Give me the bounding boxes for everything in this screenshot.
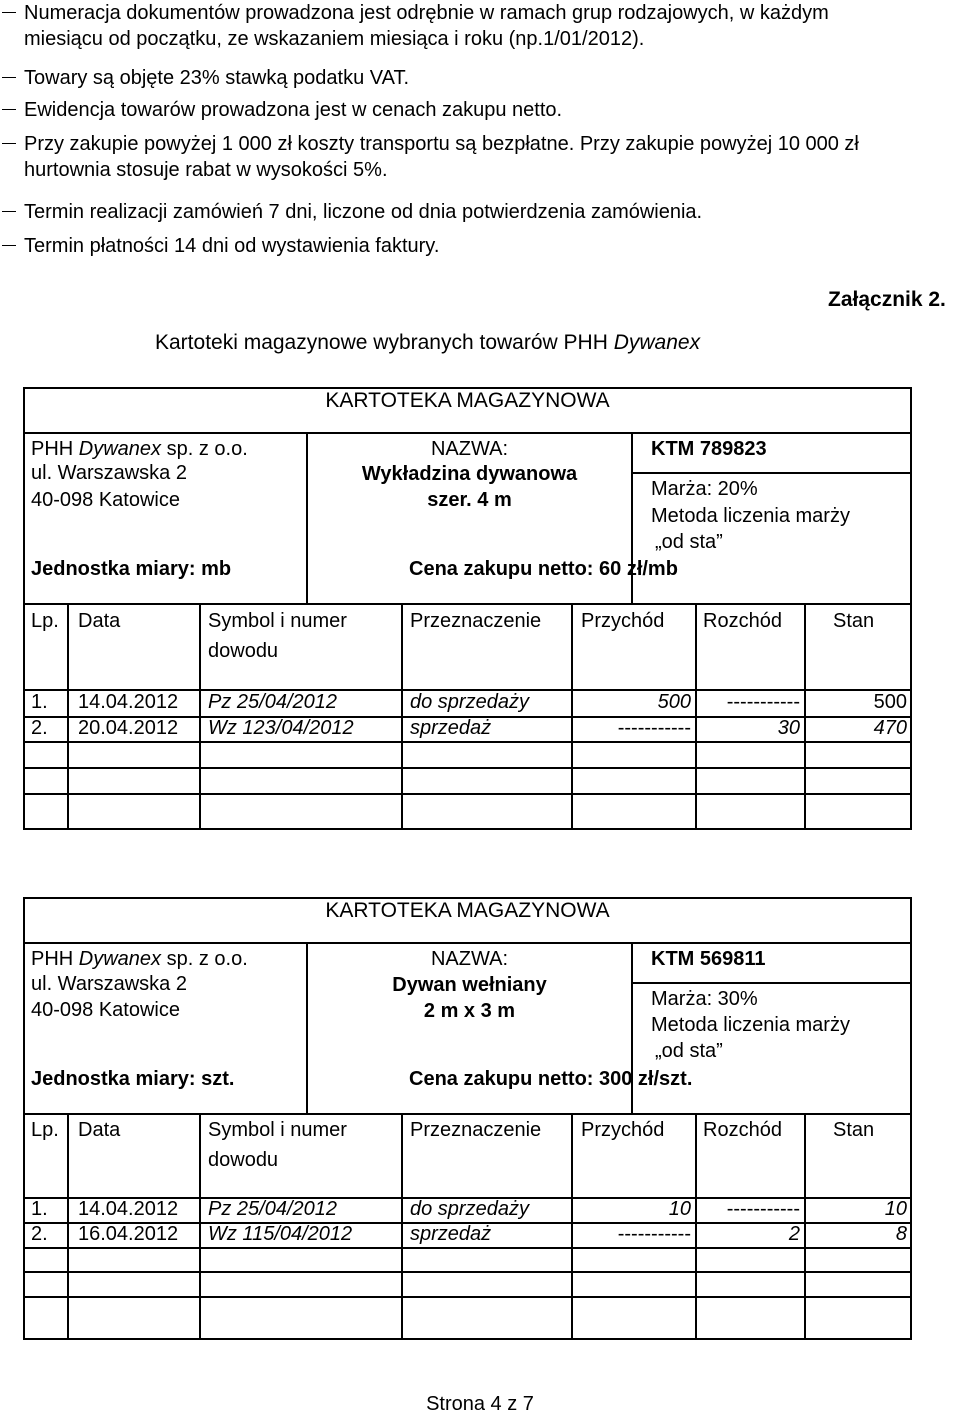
- list-item: [2, 233, 439, 259]
- header-income: Przychód: [581, 610, 665, 632]
- list-item-line: Przy zakupie powyżej 1 000 zł koszty transportu są bezpłatne. Przy zakupie powyżej 10 000 zł: [24, 133, 859, 155]
- header-date: Data: [78, 610, 121, 632]
- product-name: Dywan wełniany: [392, 974, 547, 996]
- list-item: [2, 131, 859, 183]
- cell-stock: 10: [884, 1198, 907, 1220]
- ktm-code: KTM 789823: [651, 438, 767, 460]
- cell-date: 14.04.2012: [78, 1198, 179, 1220]
- cell-symbol: Pz 25/04/2012: [208, 1198, 337, 1220]
- header-symbol-2: dowodu: [208, 1149, 279, 1171]
- list-item-line: Ewidencja towarów prowadzona jest w cenach zakupu netto.: [24, 99, 563, 121]
- card-title: KARTOTEKA MAGAZYNOWA: [325, 899, 610, 922]
- dash-icon: [2, 12, 16, 13]
- section-title-name: Dywanex: [613, 331, 701, 354]
- header-date: Data: [78, 1119, 121, 1141]
- header-lp: Lp.: [31, 610, 59, 632]
- section-title: [155, 330, 700, 356]
- purchase-price: Cena zakupu netto: 300 zł/szt.: [409, 1068, 693, 1090]
- header-symbol: Symbol i numer: [208, 610, 347, 632]
- company-prefix: PHH: [31, 948, 79, 970]
- company-name: [31, 437, 248, 461]
- product-size: szer. 4 m: [427, 489, 512, 511]
- unit-of-measure: Jednostka miary: szt.: [31, 1068, 235, 1090]
- company-brand: Dywanex: [78, 438, 162, 460]
- margin-method-type: „od sta”: [655, 531, 723, 553]
- dash-icon: [2, 109, 16, 110]
- cell-outgo: 2: [788, 1223, 800, 1245]
- stock-card: [23, 387, 912, 830]
- cell-outgo: -----------: [726, 1198, 800, 1220]
- list-item-line: Numeracja dokumentów prowadzona jest odrębnie w ramach grup rodzajowych, w każdym: [24, 2, 829, 24]
- cell-outgo: -----------: [726, 691, 800, 713]
- cell-lp: 2.: [31, 717, 48, 739]
- cell-date: 20.04.2012: [78, 717, 179, 739]
- section-title-prefix: Kartoteki magazynowe wybranych towarów PHH: [155, 331, 614, 354]
- list-item-line: Termin realizacji zamówień 7 dni, liczone od dnia potwierdzenia zamówienia.: [24, 201, 703, 223]
- cell-income: 10: [668, 1198, 691, 1220]
- list-item-line: hurtownia stosuje rabat w wysokości 5%.: [24, 159, 388, 181]
- header-symbol-2: dowodu: [208, 640, 279, 662]
- list-item: [2, 0, 829, 52]
- header-income: Przychód: [581, 1119, 665, 1141]
- card-title: KARTOTEKA MAGAZYNOWA: [325, 389, 610, 412]
- product-size: 2 m x 3 m: [423, 1000, 516, 1022]
- ktm-code: KTM 569811: [651, 948, 766, 970]
- cell-lp: 1.: [31, 1198, 48, 1220]
- unit-of-measure: Jednostka miary: mb: [31, 558, 232, 580]
- margin: Marża: 30%: [651, 988, 758, 1010]
- nazwa-label: NAZWA:: [430, 438, 509, 460]
- header-lp: Lp.: [31, 1119, 59, 1141]
- cell-income: -----------: [617, 717, 691, 739]
- cell-date: 14.04.2012: [78, 691, 179, 713]
- header-purpose: Przeznaczenie: [410, 1119, 542, 1141]
- list-item-line: Termin płatności 14 dni od wystawienia faktury.: [24, 235, 440, 257]
- company-suffix: sp. z o.o.: [161, 948, 248, 970]
- dash-icon: [2, 245, 16, 246]
- cell-income: -----------: [617, 1223, 691, 1245]
- cell-stock: 500: [873, 691, 907, 713]
- cell-purpose: do sprzedaży: [410, 1198, 529, 1220]
- cell-symbol: Wz 123/04/2012: [208, 717, 354, 739]
- nazwa-label: NAZWA:: [430, 948, 509, 970]
- purchase-price: Cena zakupu netto: 60 zł/mb: [409, 558, 678, 580]
- cell-symbol: Pz 25/04/2012: [208, 691, 337, 713]
- margin-method: Metoda liczenia marży: [651, 1014, 850, 1036]
- cell-stock: 470: [873, 717, 907, 739]
- company-suffix: sp. z o.o.: [161, 438, 248, 460]
- cell-purpose: do sprzedaży: [410, 691, 529, 713]
- cell-lp: 1.: [31, 691, 48, 713]
- company-name: [31, 947, 248, 971]
- header-purpose: Przeznaczenie: [410, 610, 542, 632]
- list-item: [2, 65, 409, 91]
- cell-outgo: 30: [777, 717, 800, 739]
- margin-method-type: „od sta”: [655, 1040, 723, 1062]
- company-street: ul. Warszawska 2: [31, 462, 187, 484]
- cell-purpose: sprzedaż: [410, 1223, 492, 1245]
- header-symbol: Symbol i numer: [208, 1119, 347, 1141]
- company-prefix: PHH: [31, 438, 79, 460]
- header-outgo: Rozchód: [703, 610, 782, 632]
- dash-icon: [2, 211, 16, 212]
- margin-method: Metoda liczenia marży: [651, 505, 850, 527]
- cell-purpose: sprzedaż: [410, 717, 492, 739]
- cell-symbol: Wz 115/04/2012: [208, 1223, 353, 1245]
- list-item-line: miesiącu od początku, ze wskazaniem miesiąca i roku (np.1/01/2012).: [24, 28, 645, 50]
- cell-date: 16.04.2012: [78, 1223, 179, 1245]
- dash-icon: [2, 77, 16, 78]
- list-item: [2, 97, 562, 123]
- company-street: ul. Warszawska 2: [31, 973, 187, 995]
- company-city: 40-098 Katowice: [31, 999, 180, 1021]
- stock-card: [23, 897, 912, 1340]
- header-outgo: Rozchód: [703, 1119, 782, 1141]
- page-number: Strona 4 z 7: [426, 1393, 534, 1415]
- company-city: 40-098 Katowice: [31, 489, 180, 511]
- attachment-label: Załącznik 2.: [828, 288, 946, 311]
- cell-stock: 8: [895, 1223, 907, 1245]
- header-stock: Stan: [833, 610, 875, 632]
- dash-icon: [2, 143, 16, 144]
- company-brand: Dywanex: [78, 948, 162, 970]
- list-item-line: Towary są objęte 23% stawką podatku VAT.: [24, 67, 410, 89]
- cell-lp: 2.: [31, 1223, 48, 1245]
- header-stock: Stan: [833, 1119, 875, 1141]
- list-item: [2, 199, 702, 225]
- margin: Marża: 20%: [651, 478, 758, 500]
- product-name: Wykładzina dywanowa: [361, 463, 578, 485]
- cell-income: 500: [657, 691, 691, 713]
